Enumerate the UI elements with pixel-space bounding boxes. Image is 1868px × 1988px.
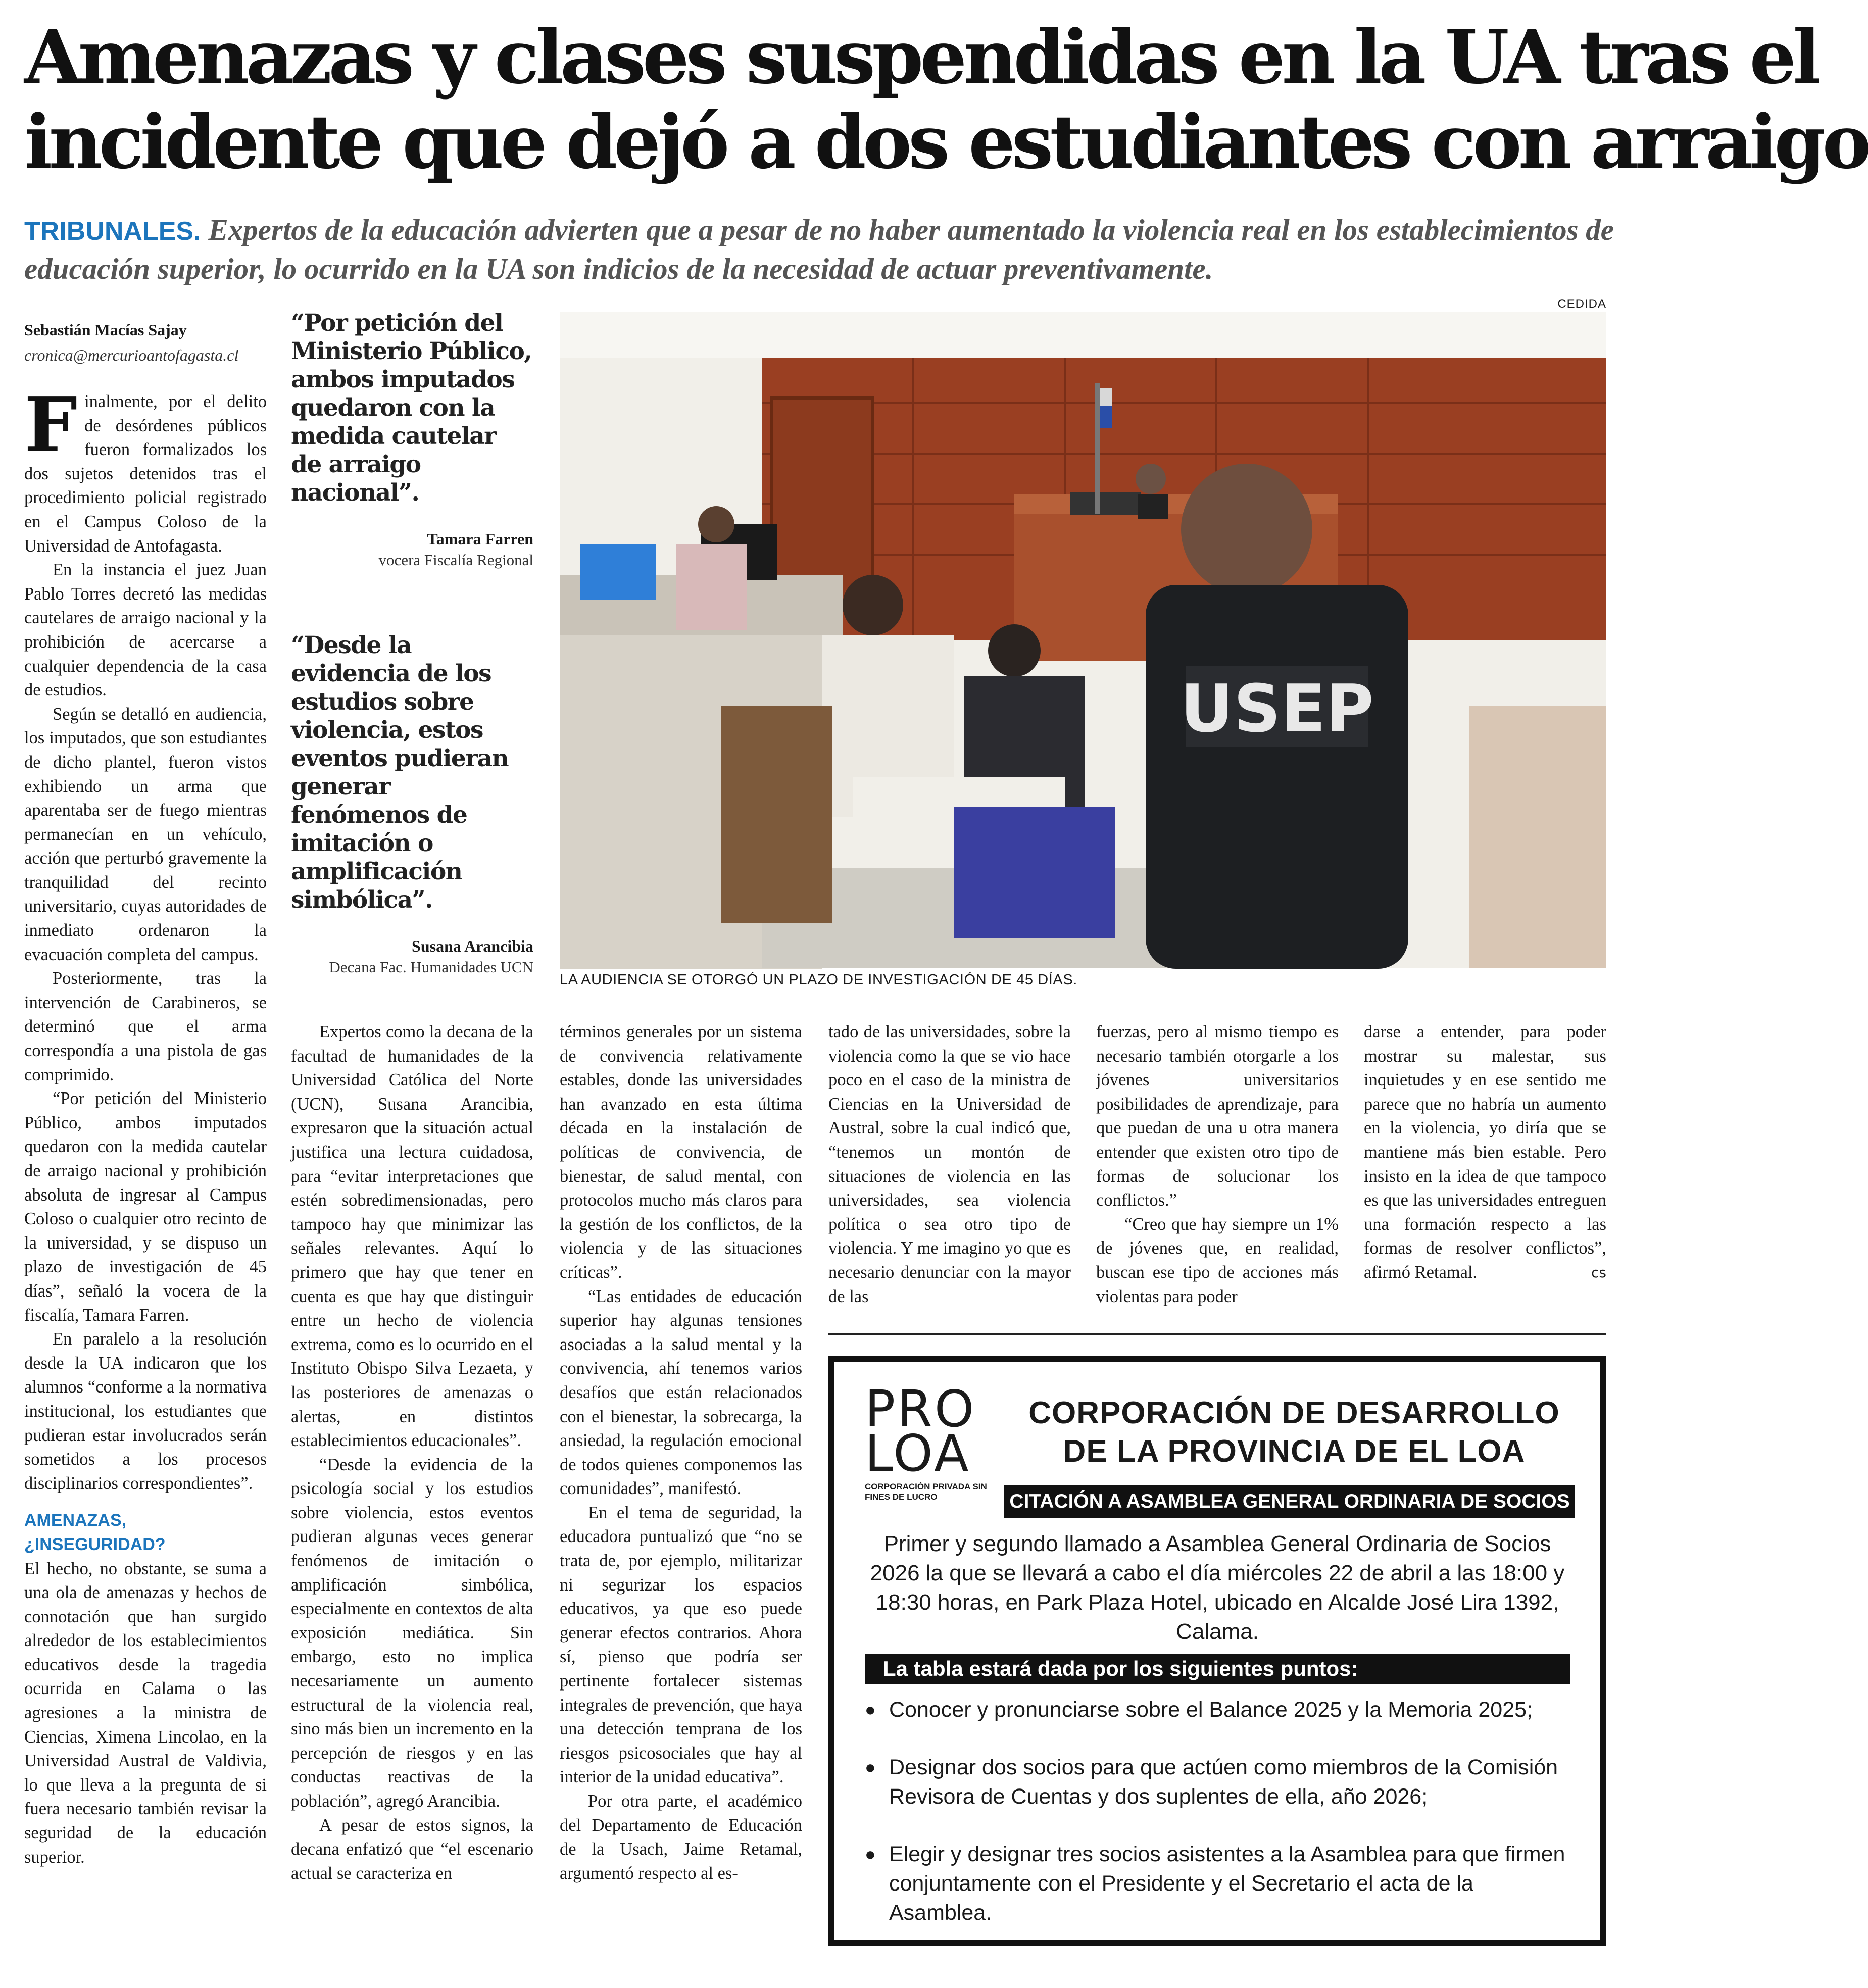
paragraph: tado de las universidades, sobre la violencia como la que se vio hace poco en el caso de la ministra de Ciencias en la Universidad de Austral, sobre la cual indicó que, “tenemos un montón de situaciones de violencia en las universidades, sea violencia política o sea otro tipo de violencia. Y me imagino yo que es necesario denunciar con la mayor de las [828, 1022, 1071, 1306]
agenda-item: ● Designar dos socios para que actúen como miembros de la Comisión Revisora de Cuentas y dos suplentes de ella, año 2026; [865, 1753, 1570, 1811]
section-tag: TRIBUNALES. [24, 217, 201, 246]
paragraph: Finalmente, por el delito de desórdenes públicos fueron formalizados los dos sujetos detenidos tras el procedimiento policial registrado en el Campus Coloso de la Universidad de Antofagasta. [24, 381, 267, 556]
headline-line-1: Amenazas y clases suspendidas en la UA tras el [24, 14, 1817, 101]
courtroom-photo [560, 312, 1606, 968]
paragraph: darse a entender, para poder mostrar su malestar, sus inquietudes y en ese sentido me parece que no habría un aumento en la violencia, yo diría que se mantiene más bien estable. Pero insisto en la idea de que tampoco es que las universidades entreguen una formación respecto a las formas de resolver conflictos”, afirmó Retamal. cs [1364, 1020, 1606, 1285]
paragraph: Según se detalló en audiencia, los imputados, que son estudiantes de dicho plantel, fueron vistos exhibiendo un arma que aparentaba ser de fuego mientras permanecían en un vehículo, acción que perturbó gravemente la tranquilidad del recinto universitario, cuyas autoridades de inmediato ordenaron la evacuación completa del campus. [24, 704, 267, 964]
agenda-header: La tabla estará dada por los siguientes puntos: [865, 1654, 1570, 1684]
paragraph: fuerzas, pero al mismo tiempo es necesario también otorgarle a los jóvenes universitarios posibilidades de aprendizaje, para que puedan de una u otra manera entender que existen otro tipo de formas de solucionar los conflictos.” [1096, 1022, 1339, 1210]
courtroom-illustration [560, 312, 1606, 968]
logo-subtitle: CORPORACIÓN PRIVADA SIN FINES DE LUCRO [865, 1482, 987, 1502]
paragraph: En el tema de seguridad, la educadora puntualizó que “no se trata de, por ejemplo, militarizar ni segurizar los espacios educativos, ya que eso puede generar efectos contrarios. Ahora sí, pienso que podría ser pertinente fortalecer sistemas integrales de prevención, que haya una detección temprana de los riesgos psicosociales que hay al interior de la unidad educativa”. [560, 1503, 802, 1787]
vest-label: USEP [1180, 670, 1374, 747]
agenda-item: ● Elegir y designar tres socios asistentes a la Asamblea para que firmen conjuntamente con el Presidente y el Secretario el acta de la Asamblea. [865, 1840, 1570, 1927]
byline [24, 317, 277, 368]
paragraph: En la instancia el juez Juan Pablo Torres decretó las medidas cautelares de arraigo nacional y la prohibición de acercarse a cualquier dependencia de la casa de estudios. [24, 560, 267, 700]
lead-text: Expertos de la educación advierten que a pesar de no haber aumentado la violencia real en los establecimientos de educación superior, lo ocurrido en la UA son indicios de la necesidad de actuar preventivamente. [24, 213, 1614, 285]
article-column-3 [560, 1020, 802, 1885]
ad-divider [828, 1333, 1606, 1335]
article-column-5 [1096, 1020, 1339, 1309]
article-column-6 [1364, 1020, 1606, 1285]
drop-cap: F [24, 381, 78, 469]
paragraph: “Creo que hay siempre un 1% de jóvenes que, en realidad, buscan ese tipo de acciones más violentas para poder [1096, 1214, 1339, 1306]
ad-banner: CITACIÓN A ASAMBLEA GENERAL ORDINARIA DE SOCIOS [1004, 1485, 1575, 1518]
photo-credit: CEDIDA [1557, 297, 1606, 311]
quote-role: vocera Fiscalía Regional [378, 551, 533, 569]
agenda-list [865, 1695, 1570, 1956]
paragraph: En paralelo a la resolución desde la UA indicaron que los alumnos “conforme a la normativa institucional, los estudiantes que pudieran estar involucrados serán sometidos a los procesos disciplinarios correspondientes”. [24, 1329, 267, 1493]
paragraph: El hecho, no obstante, se suma a una ola de amenazas y hechos de connotación que han surgido alrededor de los establecimientos educativos desde la tragedia ocurrida en Calama o las agresiones a la ministra de Ciencias, Ximena Lincolao, en la Universidad Austral de Valdivia, lo que lleva a la pregunta de si fuera necesario también revisar la seguridad de la educación superior. [24, 1559, 267, 1867]
quote-role: Decana Fac. Humanidades UCN [329, 958, 533, 976]
logo-line-1: PRO [865, 1379, 976, 1438]
pull-quote-2 [291, 631, 533, 978]
headline-line-2: incidente que dejó a dos estudiantes con arraigo [24, 99, 1868, 185]
photo-caption: LA AUDIENCIA SE OTORGÓ UN PLAZO DE INVESTIGACIÓN DE 45 DÍAS. [560, 972, 1077, 988]
pull-quote-1 [291, 309, 533, 571]
article-column-2 [291, 1020, 533, 1885]
article-column-4 [828, 1020, 1071, 1309]
headline [24, 14, 1868, 185]
paragraph: “Desde la evidencia de la psicología social y los estudios sobre violencia, estos eventos pudieran algunas veces generar fenómenos de imitación o amplificación simbólica, especialmente en contextos de alta exposición mediática. Sin embargo, esto no implica necesariamente un aumento estructural de la violencia real, sino más bien un incremento en la percepción de riesgos y en las conductas reactivas de la población”, agregó Arancibia. [291, 1455, 533, 1811]
proloa-logo [865, 1379, 991, 1502]
quote-text: “Desde la evidencia de los estudios sobre violencia, estos eventos pudieran generar fenómenos de imitación o amplificación simbólica”. [291, 631, 509, 914]
paragraph: “Las entidades de educación superior hay algunas tensiones asociadas a la salud mental y la convivencia, ahí tenemos varios desafíos que están relacionados con el bienestar, la sobrecarga, la ansiedad, la regulación emocional de todos quienes componemos las comunidades”, manifestó. [560, 1286, 802, 1499]
paragraph: Posteriormente, tras la intervención de Carabineros, se determinó que el arma correspondía a una pistola de gas comprimido. [24, 969, 267, 1084]
article-column-1 [24, 381, 267, 1869]
agenda-item: ● Conocer y pronunciarse sobre el Balance 2025 y la Memoria 2025; [865, 1695, 1570, 1724]
quote-text: “Por petición del Ministerio Público, ambos imputados quedaron con la medida cautelar de arraigo nacional”. [291, 309, 532, 507]
paragraph: A pesar de estos signos, la decana enfatizó que “el escenario actual se caracteriza en [291, 1815, 533, 1883]
paragraph: “Por petición del Ministerio Público, ambos imputados quedaron con la medida cautelar de arraigo nacional y prohibición absoluta de ingresar al Campus Coloso o cualquier otro recinto de la universidad, y se dispuso un plazo de investigación de 45 días”, señaló la vocera de la fiscalía, Tamara Farren. [24, 1089, 267, 1325]
paragraph: Por otra parte, el académico del Departamento de Educación de la Usach, Jaime Retamal, argumentó respecto al es- [560, 1792, 802, 1883]
quote-author: Tamara Farren [427, 530, 533, 548]
author-name: Sebastián Macías Sajay [24, 321, 187, 339]
lead-paragraph [24, 211, 1620, 287]
logo-line-2: LOA [865, 1424, 971, 1483]
ad-intro: Primer y segundo llamado a Asamblea General Ordinaria de Socios 2026 la que se llevará a cabo el día miércoles 22 de abril a las 18:00 y 18:30 horas, en Park Plaza Hotel, ubicado en Alcalde José Lira 1392, Calama. [870, 1531, 1565, 1644]
paragraph: Expertos como la decana de la facultad de humanidades de la Universidad Católica del Norte (UCN), Susana Arancibia, expresaron que la situación actual justifica una lectura cuidadosa, para “evitar interpretaciones que estén sobredimensionadas, pero tampoco hay que minimizar las señales relevantes. Aquí lo primero que hay que tener en cuenta es que hay que distinguir entre un hecho de violencia extrema, como es lo ocurrido en el Instituto Obispo Silva Lezaeta, y las posteriores de amenazas o alertas, en distintos establecimientos educacionales”. [291, 1022, 533, 1451]
end-mark: cs [1591, 1264, 1606, 1281]
subheading: AMENAZAS, ¿INSEGURIDAD? [24, 1511, 166, 1554]
advertisement [828, 1356, 1606, 1946]
author-email[interactable]: cronica@mercurioantofagasta.cl [24, 346, 239, 364]
paragraph: términos generales por un sistema de convivencia relativamente estables, donde las universidades han avanzado en esta última década en la instalación de políticas de convivencia, de bienestar, de salud mental, con protocolos mucho más claros para la gestión de los conflictos, de la violencia y de las situaciones críticas”. [560, 1022, 802, 1282]
quote-author: Susana Arancibia [412, 937, 533, 955]
ad-title: CORPORACIÓN DE DESARROLLO DE LA PROVINCIA DE EL LOA [1028, 1396, 1560, 1469]
